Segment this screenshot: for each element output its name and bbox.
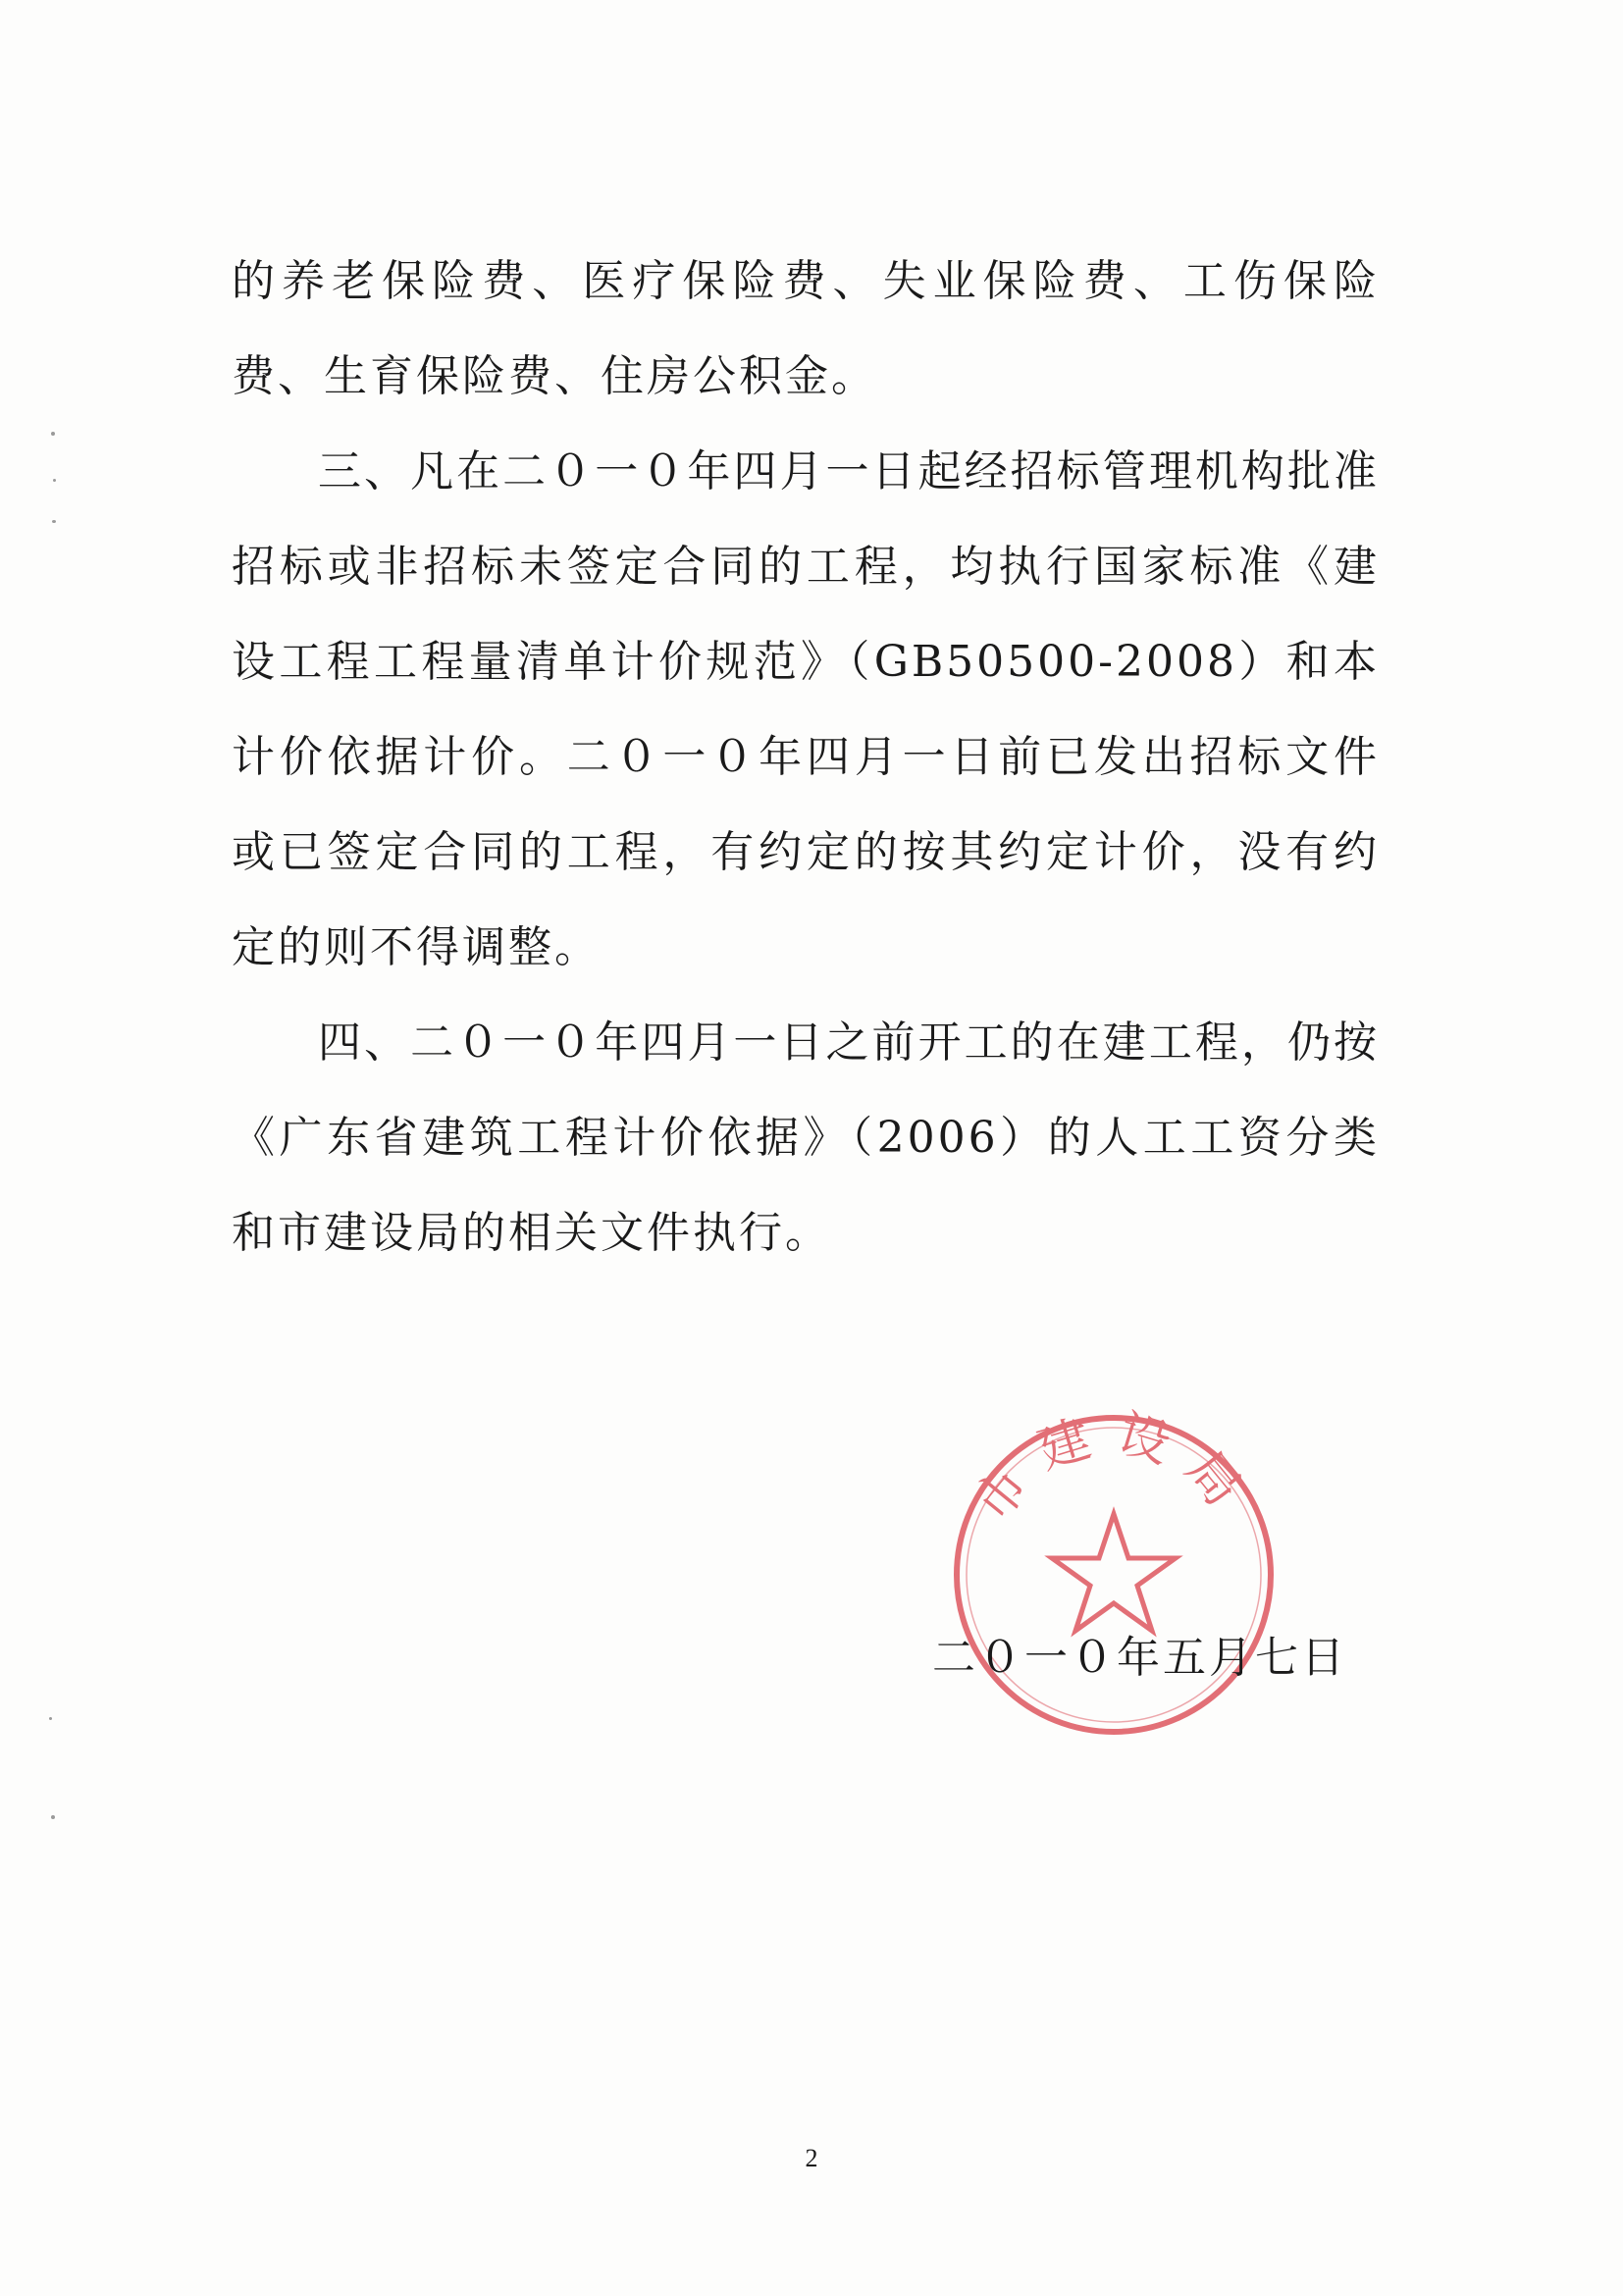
- paragraph-item-3: 三、凡在二０一０年四月一日起经招标管理机构批准招标或非招标未签定合同的工程，均执行国家标准《建设工程工程量清单计价规范》（GB50500-2008）和本计价依据计价。二０一０年四月一日前已发出招标文件或已签定合同的工程，有约定的按其约定计价，没有约定的则不得调整。: [232, 446, 1380, 972]
- scan-speck: [52, 520, 56, 523]
- seal-star-icon: [1052, 1514, 1176, 1631]
- document-date: 二０一０年五月七日: [932, 1633, 1347, 1683]
- scan-speck: [49, 1717, 52, 1720]
- scan-speck: [53, 479, 56, 482]
- scan-speck: [51, 1815, 55, 1819]
- paragraph-continuation: 的养老保险费、医疗保险费、失业保险费、工伤保险费、生育保险费、住房公积金。: [232, 256, 1380, 401]
- seal-text: 市建设局: [963, 1403, 1265, 1533]
- scan-speck: [51, 432, 55, 436]
- document-body: [232, 234, 1380, 1280]
- page-number: 2: [805, 2144, 818, 2172]
- paragraph-item-4: 四、二０一０年四月一日之前开工的在建工程，仍按《广东省建筑工程计价依据》（2006）的人工工资分类和市建设局的相关文件执行。: [232, 1018, 1380, 1258]
- official-seal-stamp: [937, 1398, 1290, 1751]
